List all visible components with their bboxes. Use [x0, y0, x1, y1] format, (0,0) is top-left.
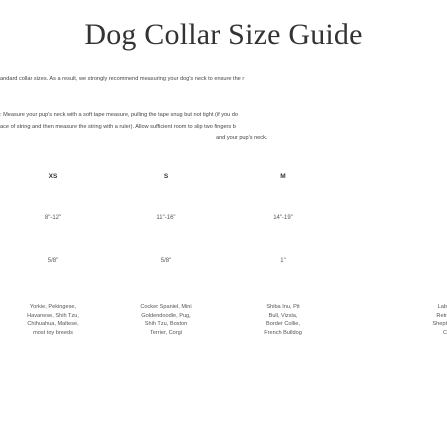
neck-range-s: 11"-16"	[156, 215, 176, 221]
breeds-s	[118, 303, 214, 337]
page-title: Dog Collar Size Guide	[84, 18, 363, 51]
neck-range-xs: 8"-12"	[44, 215, 62, 221]
collar-width-m: 1"	[280, 258, 286, 264]
collar-width-xs: 5/8"	[47, 258, 59, 264]
neck-range-m: 14"-19"	[273, 215, 293, 221]
breed-line: Goldendoodle, Pug,	[141, 312, 191, 319]
breed-line: Bull, Vizsla,	[268, 312, 298, 319]
breeds-m	[235, 303, 331, 337]
breed-line: Retr	[436, 312, 447, 319]
breed-line: Lab	[437, 304, 447, 310]
breed-line: Chihuahua, Maltese,	[27, 321, 79, 328]
measure-instructions-line-3: and your pup's neck.	[216, 135, 268, 141]
breed-line: Shiba Inu, Pit	[266, 304, 300, 310]
breed-line: Border Collie,	[266, 321, 300, 328]
intro-text: andard collar sizes. As a result, we strongly recommend measuring your dog's neck to ensure the r	[0, 76, 245, 82]
breed-line: Terrier, Corgi	[149, 329, 182, 336]
breeds-l	[373, 303, 447, 337]
size-label-s: S	[163, 173, 169, 180]
breed-line: Havanese, Shih Tzu,	[27, 312, 79, 319]
measure-instructions-line-2: ace of string and then measure the string with a ruler). Allow sufficient room to slip two fingers b	[0, 124, 236, 130]
breed-line: Shih Tzu, Boston	[144, 321, 188, 328]
breed-line: most toy breeds	[33, 329, 73, 336]
measure-instructions-line-1: : Measure your pup's neck with a soft tape measure, pulling the tape snug but not tight (if you do	[0, 112, 239, 118]
breeds-xs	[5, 303, 101, 337]
breed-line: French Bulldog	[264, 329, 302, 336]
breed-line: Cocker Spaniel, Mini	[140, 304, 192, 310]
size-label-xs: XS	[48, 173, 58, 180]
breed-line: Yorkie, Pekingese,	[29, 304, 77, 310]
breed-line: Shept	[432, 321, 447, 328]
collar-width-s: 5/8"	[160, 258, 172, 264]
size-label-m: M	[280, 173, 286, 180]
breed-line: C	[442, 329, 447, 336]
